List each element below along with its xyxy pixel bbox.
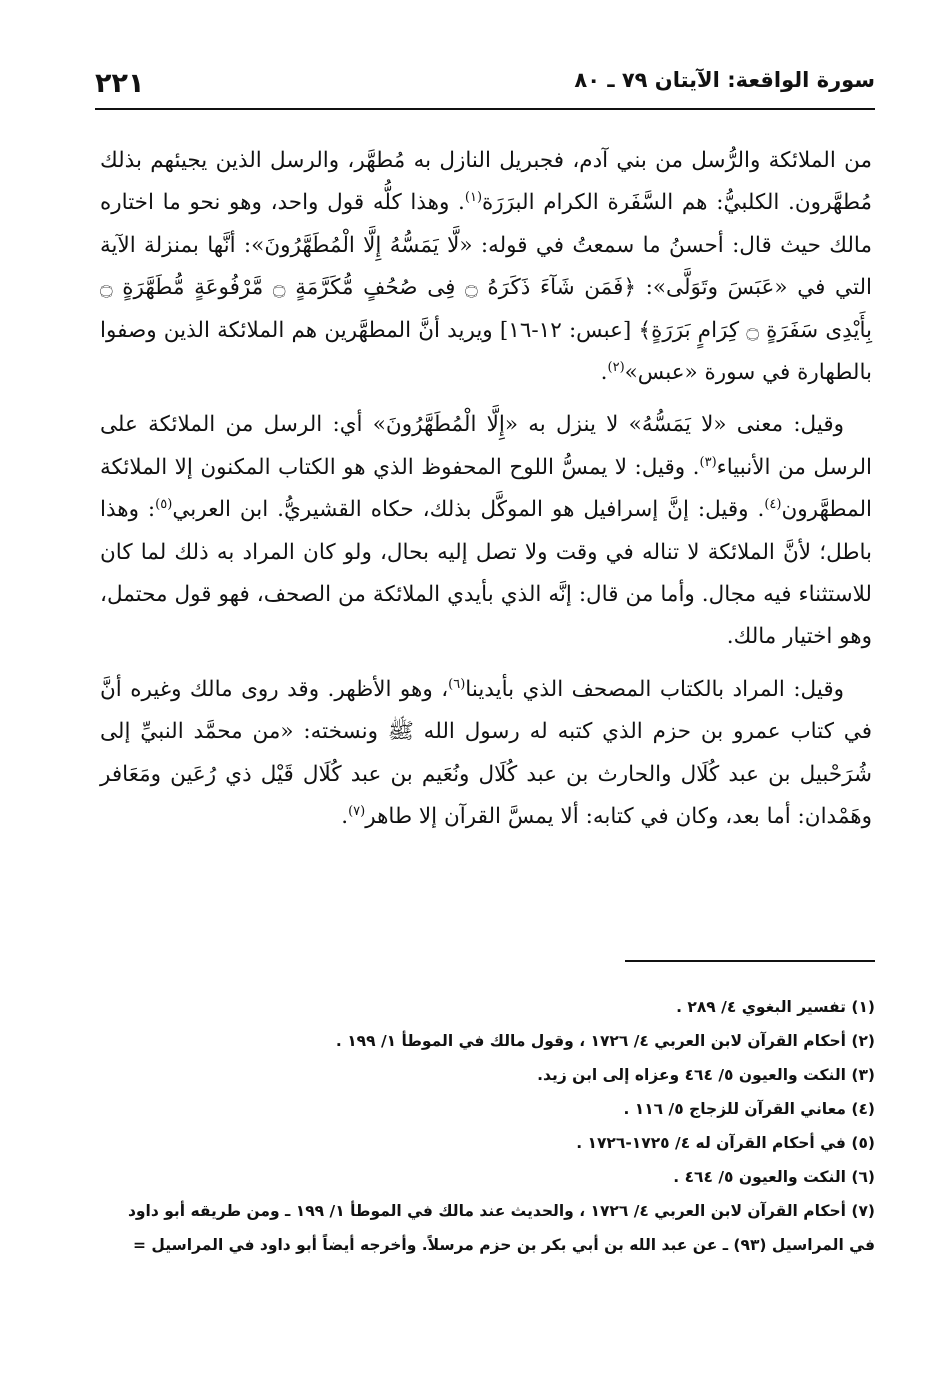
page-header bbox=[95, 60, 875, 110]
paragraph-1-text-cont: . وهذا كلُّه قول واحد، وهو نحو ما اختاره مالك حيث قال: أحسنُ ما سمعتُ في قوله: «لَّا يَمَسُّهُ إِلَّا الْمُطَهَّرُونَ»: أنَّها بمنزلة الآية التي في «عَبَسَ وتَوَلَّى»: ﴿فَمَن شَآءَ ذَكَرَهُ ۝ فِى صُحُفٍ مُّكَرَّمَةٍ ۝ مَّرْفُوعَةٍ مُّطَهَّرَةٍ ۝ بِأَيْدِى سَفَرَةٍ ۝ كِرَامٍ بَرَرَةٍ﴾ [عبس: ١٢-١٦] ويريد أنَّ المطهَّرين هم الملائكة الذين وصفوا بالطهارة في سورة «عبس» bbox=[100, 190, 872, 386]
main-text bbox=[100, 140, 872, 839]
footnote-divider bbox=[625, 960, 875, 962]
header-divider bbox=[95, 108, 875, 110]
footnote-1: (١) تفسير البغوي ٤/ ٢٨٩ . bbox=[676, 998, 875, 1016]
footnote-ref-2: (٢) bbox=[607, 359, 625, 375]
page-number: ٢٢١ bbox=[95, 68, 145, 99]
footnote-3: (٣) النكت والعيون ٥/ ٤٦٤ وعزاه إلى ابن زيد. bbox=[537, 1066, 875, 1084]
paragraph-2-text-mid: . وقيل: إنَّ إسرافيل هو الموكَّل بذلك، حكاه القشيريُّ. ابن العربي bbox=[172, 497, 765, 523]
paragraph-2-text-end: : وهذا باطل؛ لأنَّ الملائكة لا تناله في وقت ولا تصل إليه بحال، ولو كان المراد به ذلك لما كان للاستثناء فيه مجال. وأما من قال: إنَّه الذي بأيدي الملائكة من الصحف، فهو قول محتمل، وهو اختيار مالك. bbox=[100, 497, 872, 650]
footnote-5: (٥) في أحكام القرآن له ٤/ ١٧٢٥-١٧٢٦ . bbox=[576, 1134, 875, 1152]
footnote-6: (٦) النكت والعيون ٥/ ٤٦٤ . bbox=[673, 1168, 875, 1186]
footnote-ref-7: (٧) bbox=[348, 803, 366, 819]
paragraph-3-text-cont: ، وهو الأظهر. وقد روى مالك وغيره أنَّ في كتاب عمرو بن حزم الذي كتبه له رسول الله ﷺ ونسخته: «من محمَّد النبيِّ إلى شُرَحْبيل بن عبد كُلَال والحارث بن عبد كُلَال ونُعَيم بن عبد كُلَال قَيْل ذي رُعَين ومَعَافر وهَمْدان: أما بعد، وكان في كتابه: ألا يمسَّ القرآن إلا طاهر bbox=[100, 676, 872, 830]
footnote-7: (٧) أحكام القرآن لابن العربي ٤/ ١٧٢٦ ، والحديث عند مالك في الموطأ ١/ ١٩٩ ـ ومن طريقه أبو داود في المراسيل (٩٣) ـ عن عبد الله بن أبي بكر بن حزم مرسلاً. وأخرجه أيضاً أبو داود في المراسيل = bbox=[127, 1202, 875, 1254]
paragraph-2-text: وقيل: معنى «لا يَمَسُّهُ» لا ينزل به «إِلَّا الْمُطَهَّرُونَ» أي: الرسل من الملائكة على الرسل من الأنبياء bbox=[100, 412, 873, 480]
footnote-ref-3: (٣) bbox=[699, 454, 717, 470]
paragraph-3-text: وقيل: المراد بالكتاب المصحف الذي بأيدينا bbox=[465, 676, 844, 702]
paragraph-2-text-cont: . وقيل: لا يمسُّ اللوح المحفوظ الذي هو الكتاب المكنون إلا الملائكة المطهَّرون bbox=[100, 454, 872, 523]
footnotes bbox=[100, 990, 875, 1262]
footnote-4: (٤) معاني القرآن للزجاج ٥/ ١١٦ . bbox=[623, 1100, 875, 1118]
footnote-ref-6: (٦) bbox=[448, 676, 466, 692]
footnote-ref-4: (٤) bbox=[764, 497, 782, 513]
paragraph-3 bbox=[100, 669, 872, 839]
paragraph-3-text-end: . bbox=[341, 804, 349, 830]
footnote-ref-1: (١) bbox=[464, 190, 483, 206]
paragraph-1-text-end: . bbox=[600, 360, 608, 386]
paragraph-1 bbox=[100, 140, 872, 394]
paragraph-1-text: من الملائكة والرُّسل من بني آدم، فجبريل النازل به مُطهَّر، والرسل الذين يجيئهم بذلك مُطهَّرون. الكلبيُّ: هم السَّفَرة الكرام البرَرَة bbox=[100, 148, 872, 216]
footnote-ref-5: (٥) bbox=[155, 497, 173, 513]
footnote-2: (٢) أحكام القرآن لابن العربي ٤/ ١٧٢٦ ، وقول مالك في الموطأ ١/ ١٩٩ . bbox=[335, 1032, 875, 1050]
running-title: سورة الواقعة: الآيتان ٧٩ ـ ٨٠ bbox=[574, 68, 875, 92]
paragraph-2 bbox=[100, 404, 872, 658]
